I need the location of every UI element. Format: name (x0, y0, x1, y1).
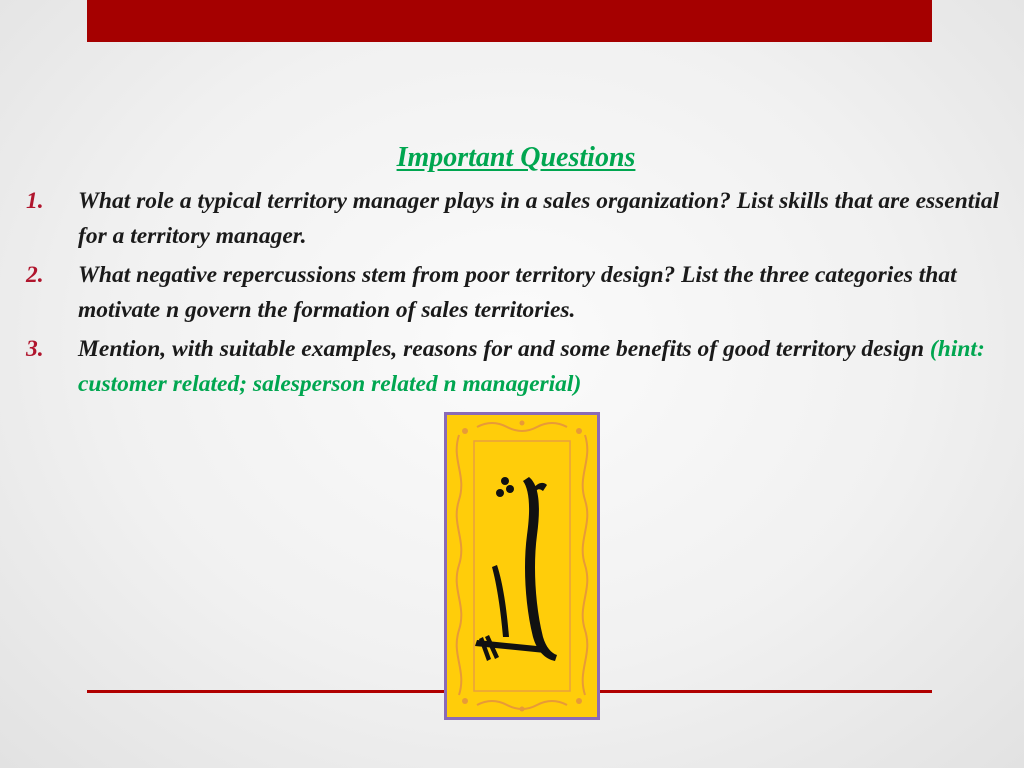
question-item (0, 184, 1010, 254)
corner-dot (520, 421, 525, 426)
question-number: 1. (26, 188, 44, 214)
question-item (0, 332, 1010, 402)
arabic-calligraphy-shukr-icon (444, 412, 600, 720)
question-text: Mention, with suitable examples, reasons for and some benefits of good territory design (78, 336, 930, 362)
calligraphy-emblem-graphic (447, 415, 597, 717)
question-item (0, 258, 1010, 328)
bottom-rule-right (600, 690, 932, 693)
bottom-rule-left (87, 690, 445, 693)
question-text: What role a typical territory manager plays in a sales organization? List skills that are essential for a territory manager. (78, 188, 1000, 249)
corner-dot (520, 707, 525, 712)
title-accent-bar (87, 0, 932, 42)
right-vine (583, 435, 588, 695)
question-text: What negative repercussions stem from poor territory design? List the three categories that motivate n govern the formation of sales territories. (78, 262, 957, 323)
corner-dot (462, 428, 468, 434)
corner-dot (576, 698, 582, 704)
left-vine (457, 435, 462, 695)
calligraphy-strokes (475, 477, 557, 661)
question-hint: (hint: customer related; salesperson related n managerial) (78, 336, 985, 397)
corner-dot (576, 428, 582, 434)
corner-dot (462, 698, 468, 704)
slide-heading: Important Questions (396, 142, 636, 173)
question-number: 3. (26, 336, 44, 362)
question-list (0, 184, 1010, 406)
question-number: 2. (26, 262, 44, 288)
